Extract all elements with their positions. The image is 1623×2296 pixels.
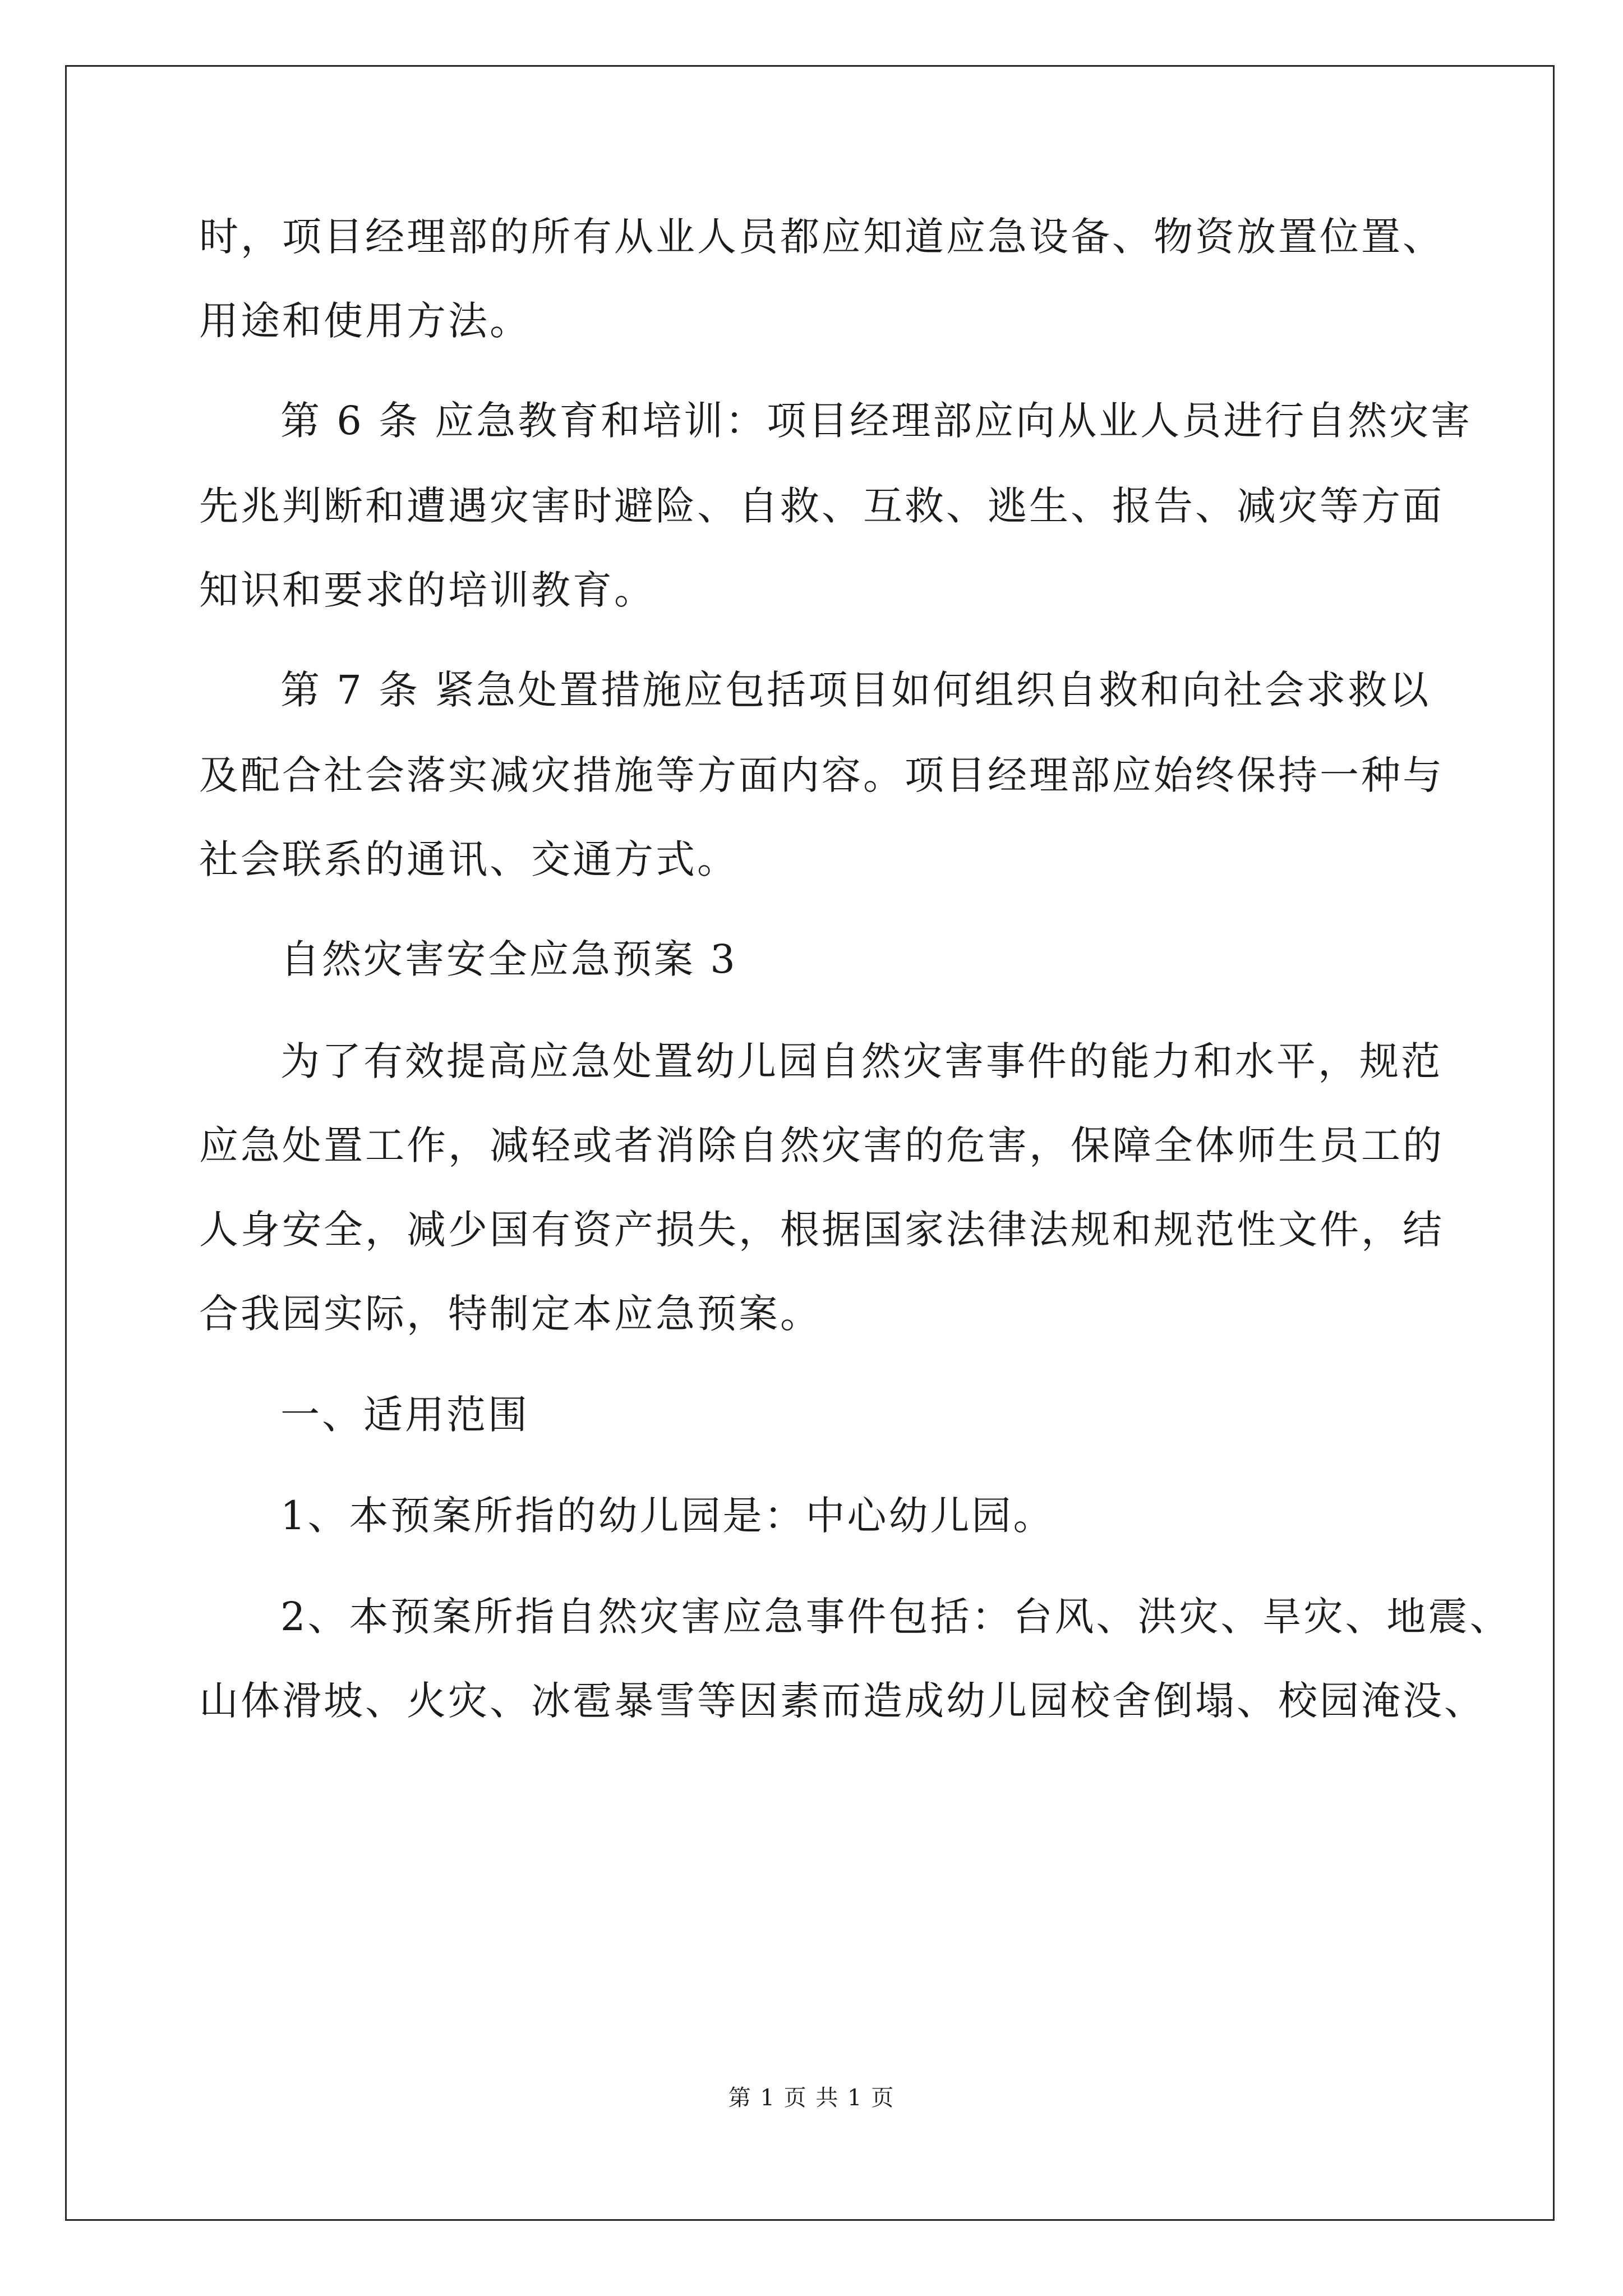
text-line: 1、本预案所指的幼儿园是：中心幼儿园。 bbox=[280, 1493, 1055, 1539]
text-line: 先兆判断和遭遇灾害时避险、自救、互救、逃生、报告、减灾等方面 bbox=[199, 483, 1444, 529]
text-line: 及配合社会落实减灾措施等方面内容。项目经理部应始终保持一种与 bbox=[199, 752, 1444, 798]
text-line: 山体滑坡、火灾、冰雹暴雪等因素而造成幼儿园校舍倒塌、校园淹没、 bbox=[199, 1678, 1486, 1724]
text-line: 第 7 条 紧急处置措施应包括项目如何组织自救和向社会求救以 bbox=[280, 667, 1431, 713]
text-line: 第 6 条 应急教育和培训：项目经理部应向从业人员进行自然灾害 bbox=[280, 398, 1473, 444]
section-heading: 自然灾害安全应急预案 3 bbox=[280, 936, 737, 982]
text-line: 时，项目经理部的所有从业人员都应知道应急设备、物资放置位置、 bbox=[199, 214, 1444, 260]
text-line: 知识和要求的培训教育。 bbox=[199, 567, 656, 613]
text-line: 人身安全，减少国有资产损失，根据国家法律法规和规范性文件，结 bbox=[199, 1207, 1444, 1253]
text-line: 应急处置工作，减轻或者消除自然灾害的危害，保障全体师生员工的 bbox=[199, 1122, 1444, 1168]
text-line: 用途和使用方法。 bbox=[199, 298, 531, 344]
section-heading: 一、适用范围 bbox=[280, 1392, 529, 1438]
text-line: 合我园实际，特制定本应急预案。 bbox=[199, 1291, 822, 1337]
text-line: 为了有效提高应急处置幼儿园自然灾害事件的能力和水平，规范 bbox=[280, 1038, 1442, 1084]
text-line: 2、本预案所指自然灾害应急事件包括：台风、洪灾、旱灾、地震、 bbox=[280, 1594, 1511, 1640]
page-number-footer: 第 1 页 共 1 页 bbox=[728, 2085, 895, 2111]
text-line: 社会联系的通讯、交通方式。 bbox=[199, 836, 739, 882]
